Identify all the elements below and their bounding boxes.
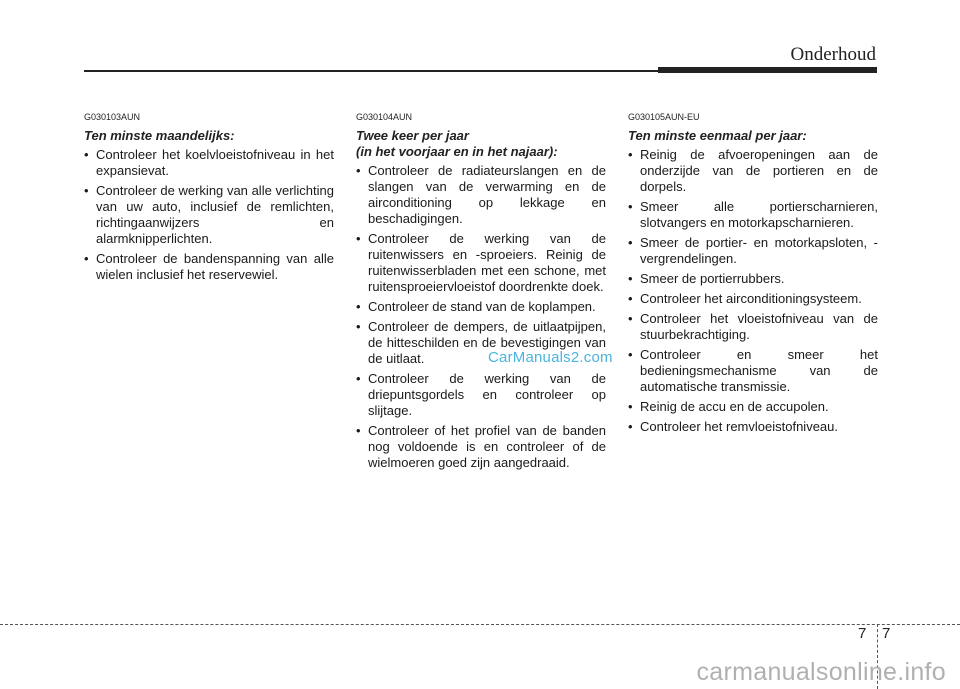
checklist xyxy=(628,147,878,435)
section-heading xyxy=(356,128,606,160)
checklist xyxy=(356,163,606,471)
bullet: • xyxy=(84,147,89,162)
section-heading xyxy=(84,128,334,144)
checklist xyxy=(84,147,334,283)
footer-divider xyxy=(0,624,960,625)
bullet: • xyxy=(628,199,633,214)
list-item-text: Controleer de bandenspanning van alle wielen inclusief het reservewiel. xyxy=(96,251,334,282)
list-item xyxy=(628,347,878,395)
list-item xyxy=(628,399,878,415)
list-item-text: Controleer het koelvloeistofniveau in het expansievat. xyxy=(96,147,334,178)
bullet: • xyxy=(356,231,361,246)
bullet: • xyxy=(628,235,633,250)
list-item xyxy=(84,147,334,179)
list-item-text: Reinig de afvoeropeningen aan de onderzijde van de portieren en de dorpels. xyxy=(640,147,878,194)
column-yearly xyxy=(628,112,878,439)
list-item-text: Controleer of het profiel van de banden nog voldoende is en controleer of de wielmoeren goed zijn aangedraaid. xyxy=(368,423,606,470)
bullet: • xyxy=(628,419,633,434)
list-item xyxy=(84,183,334,247)
list-item xyxy=(356,163,606,227)
list-item-text: Controleer de werking van alle verlichting van uw auto, inclusief de remlichten, richtingaanwijzers en alarmknipperlichten. xyxy=(96,183,334,246)
list-item xyxy=(356,423,606,471)
bullet: • xyxy=(356,371,361,386)
list-item xyxy=(628,419,878,435)
list-item xyxy=(356,371,606,419)
section-heading-line: (in het voorjaar en in het najaar): xyxy=(356,144,558,159)
bullet: • xyxy=(84,183,89,198)
bullet: • xyxy=(628,271,633,286)
list-item-text: Controleer de werking van de driepuntsgordels en controleer op slijtage. xyxy=(368,371,606,418)
list-item-text: Smeer alle portierscharnieren, slotvangers en motorkapscharnieren. xyxy=(640,199,878,230)
list-item-text: Reinig de accu en de accupolen. xyxy=(640,399,829,414)
list-item-text: Controleer het vloeistofniveau van de stuurbekrachtiging. xyxy=(640,311,878,342)
bullet: • xyxy=(628,311,633,326)
section-heading xyxy=(628,128,878,144)
bullet: • xyxy=(84,251,89,266)
list-item xyxy=(628,235,878,267)
bullet: • xyxy=(628,291,633,306)
list-item-text: Controleer en smeer het bedieningsmechanisme van de automatische transmissie. xyxy=(640,347,878,394)
bullet: • xyxy=(628,399,633,414)
column-monthly xyxy=(84,112,334,287)
watermark-overlay: CarManuals2.com xyxy=(488,349,613,366)
chapter-number: 7 xyxy=(858,625,867,642)
list-item xyxy=(84,251,334,283)
list-item xyxy=(628,291,878,307)
list-item-text: Controleer de stand van de koplampen. xyxy=(368,299,596,314)
header-rule-thin xyxy=(84,70,658,72)
bullet: • xyxy=(628,347,633,362)
list-item xyxy=(356,299,606,315)
list-item xyxy=(628,147,878,195)
section-code: G030103AUN xyxy=(84,112,141,122)
list-item-text: Controleer het remvloeistofniveau. xyxy=(640,419,838,434)
section-heading-line: Ten minste maandelijks: xyxy=(84,128,235,143)
page-header-title: Onderhoud xyxy=(790,44,876,65)
section-heading-line: Ten minste eenmaal per jaar: xyxy=(628,128,807,143)
list-item xyxy=(628,311,878,343)
section-code: G030105AUN-EU xyxy=(628,112,700,122)
list-item-text: Smeer de portier- en motorkapsloten, -vergrendelingen. xyxy=(640,235,878,266)
watermark-footer: carmanualsonline.info xyxy=(696,658,946,686)
list-item-text: Controleer de dempers, de uitlaatpijpen, de hitteschilden en de bevestigingen van de uitlaat. xyxy=(368,319,606,366)
list-item-text: Controleer de werking van de ruitenwissers en -sproeiers. Reinig de ruitenwisserbladen met een schone, met ruitensproeiervloeistof doordrenkte doek. xyxy=(368,231,606,294)
bullet: • xyxy=(356,163,361,178)
list-item xyxy=(628,271,878,287)
column-twice-yearly xyxy=(356,112,606,475)
list-item-text: Controleer het airconditioningsysteem. xyxy=(640,291,862,306)
bullet: • xyxy=(356,423,361,438)
header-rule-thick xyxy=(658,67,877,73)
section-code: G030104AUN xyxy=(356,112,413,122)
list-item-text: Controleer de radiateurslangen en de slangen van de verwarming en de airconditioning op lekkage en beschadigingen. xyxy=(368,163,606,226)
bullet: • xyxy=(356,299,361,314)
list-item xyxy=(628,199,878,231)
list-item-text: Smeer de portierrubbers. xyxy=(640,271,785,286)
bullet: • xyxy=(628,147,633,162)
list-item xyxy=(356,231,606,295)
bullet: • xyxy=(356,319,361,334)
page-number: 7 xyxy=(882,625,891,642)
section-heading-line: Twee keer per jaar xyxy=(356,128,469,143)
